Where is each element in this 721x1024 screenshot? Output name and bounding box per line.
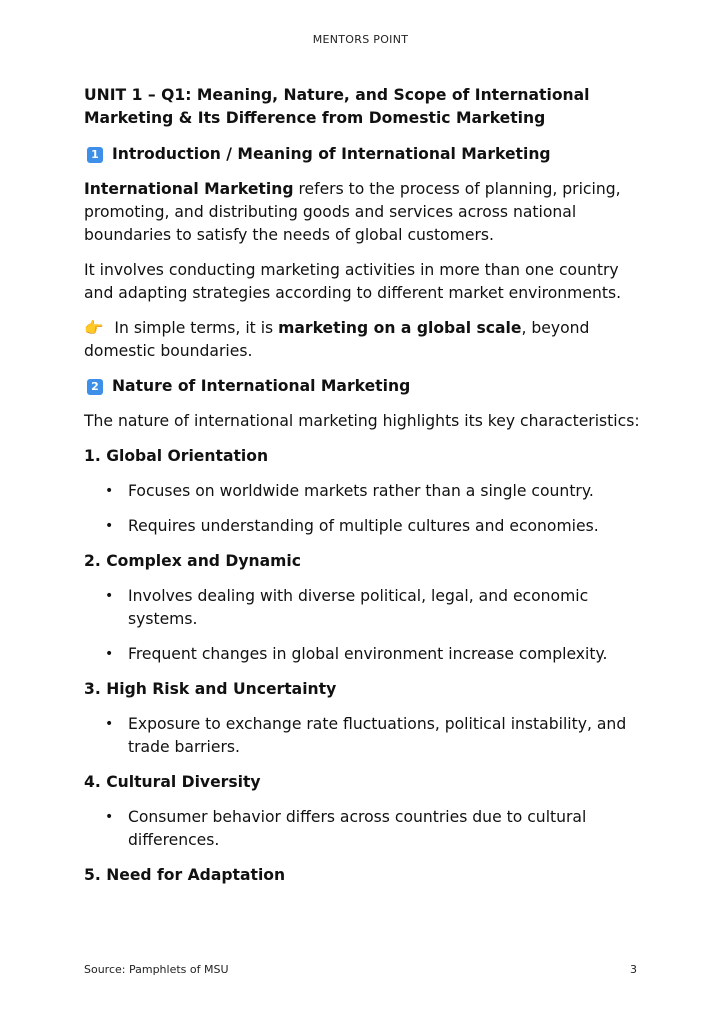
list-item (84, 515, 644, 538)
bullet-text: Requires understanding of multiple cultures and economies. (128, 517, 599, 535)
characteristic-heading: 1. Global Orientation (84, 447, 269, 465)
list-item (84, 585, 644, 631)
list-item (84, 643, 644, 666)
definition-paragraph (84, 178, 644, 247)
page-header: MENTORS POINT (312, 33, 409, 46)
bullet-text: Exposure to exchange rate fluctuations, political instability, and trade barriers. (128, 715, 627, 756)
simple-terms-post: , beyond domestic boundaries. (84, 319, 590, 360)
section-1-heading-text: Introduction / Meaning of International Marketing (112, 145, 551, 163)
list-item (84, 713, 644, 759)
page-number: 3 (630, 963, 637, 976)
bullet-text: Consumer behavior differs across countries due to cultural differences. (128, 808, 587, 849)
activities-paragraph: It involves conducting marketing activities in more than one country and adapting strategies according to different market environments. (84, 261, 622, 302)
definition-term: International Marketing (84, 180, 294, 198)
bullet-dot-icon: • (105, 716, 114, 732)
bullet-text: Focuses on worldwide markets rather than a single country. (128, 482, 594, 500)
bullet-list (84, 480, 644, 538)
bullet-dot-icon: • (105, 809, 114, 825)
characteristic-heading: 2. Complex and Dynamic (84, 552, 301, 570)
bullet-list (84, 713, 644, 759)
bullet-dot-icon: • (105, 518, 114, 534)
characteristic-heading: 4. Cultural Diversity (84, 773, 261, 791)
list-item (84, 806, 644, 852)
pointing-hand-icon: 👉 (84, 319, 104, 337)
section-1-heading (84, 143, 644, 166)
bullet-list (84, 585, 644, 666)
bullet-text: Involves dealing with diverse political, legal, and economic systems. (128, 587, 589, 628)
bullet-dot-icon: • (105, 588, 114, 604)
characteristic-heading: 5. Need for Adaptation (84, 866, 286, 884)
number-one-icon: 1 (87, 147, 103, 163)
definition-text: refers to the process of planning, pricing, promoting, and distributing goods and services across national boundaries to satisfy the needs of global customers. (84, 180, 621, 244)
bullet-dot-icon: • (105, 483, 114, 499)
bullet-text: Frequent changes in global environment increase complexity. (128, 645, 608, 663)
bullet-dot-icon: • (105, 646, 114, 662)
simple-terms-paragraph (84, 317, 644, 363)
nature-intro-paragraph: The nature of international marketing highlights its key characteristics: (84, 412, 640, 430)
list-item (84, 480, 644, 503)
number-two-icon: 2 (87, 379, 103, 395)
simple-terms-pre: In simple terms, it is (109, 319, 279, 337)
section-2-heading (84, 375, 644, 398)
simple-terms-bold: marketing on a global scale (278, 319, 522, 337)
document-title: UNIT 1 – Q1: Meaning, Nature, and Scope of International Marketing & Its Difference from Domestic Marketing (84, 86, 590, 127)
footer-source: Source: Pamphlets of MSU (84, 963, 229, 976)
characteristic-heading: 3. High Risk and Uncertainty (84, 680, 337, 698)
bullet-list (84, 806, 644, 852)
page-content (84, 84, 644, 899)
section-2-heading-text: Nature of International Marketing (112, 377, 411, 395)
